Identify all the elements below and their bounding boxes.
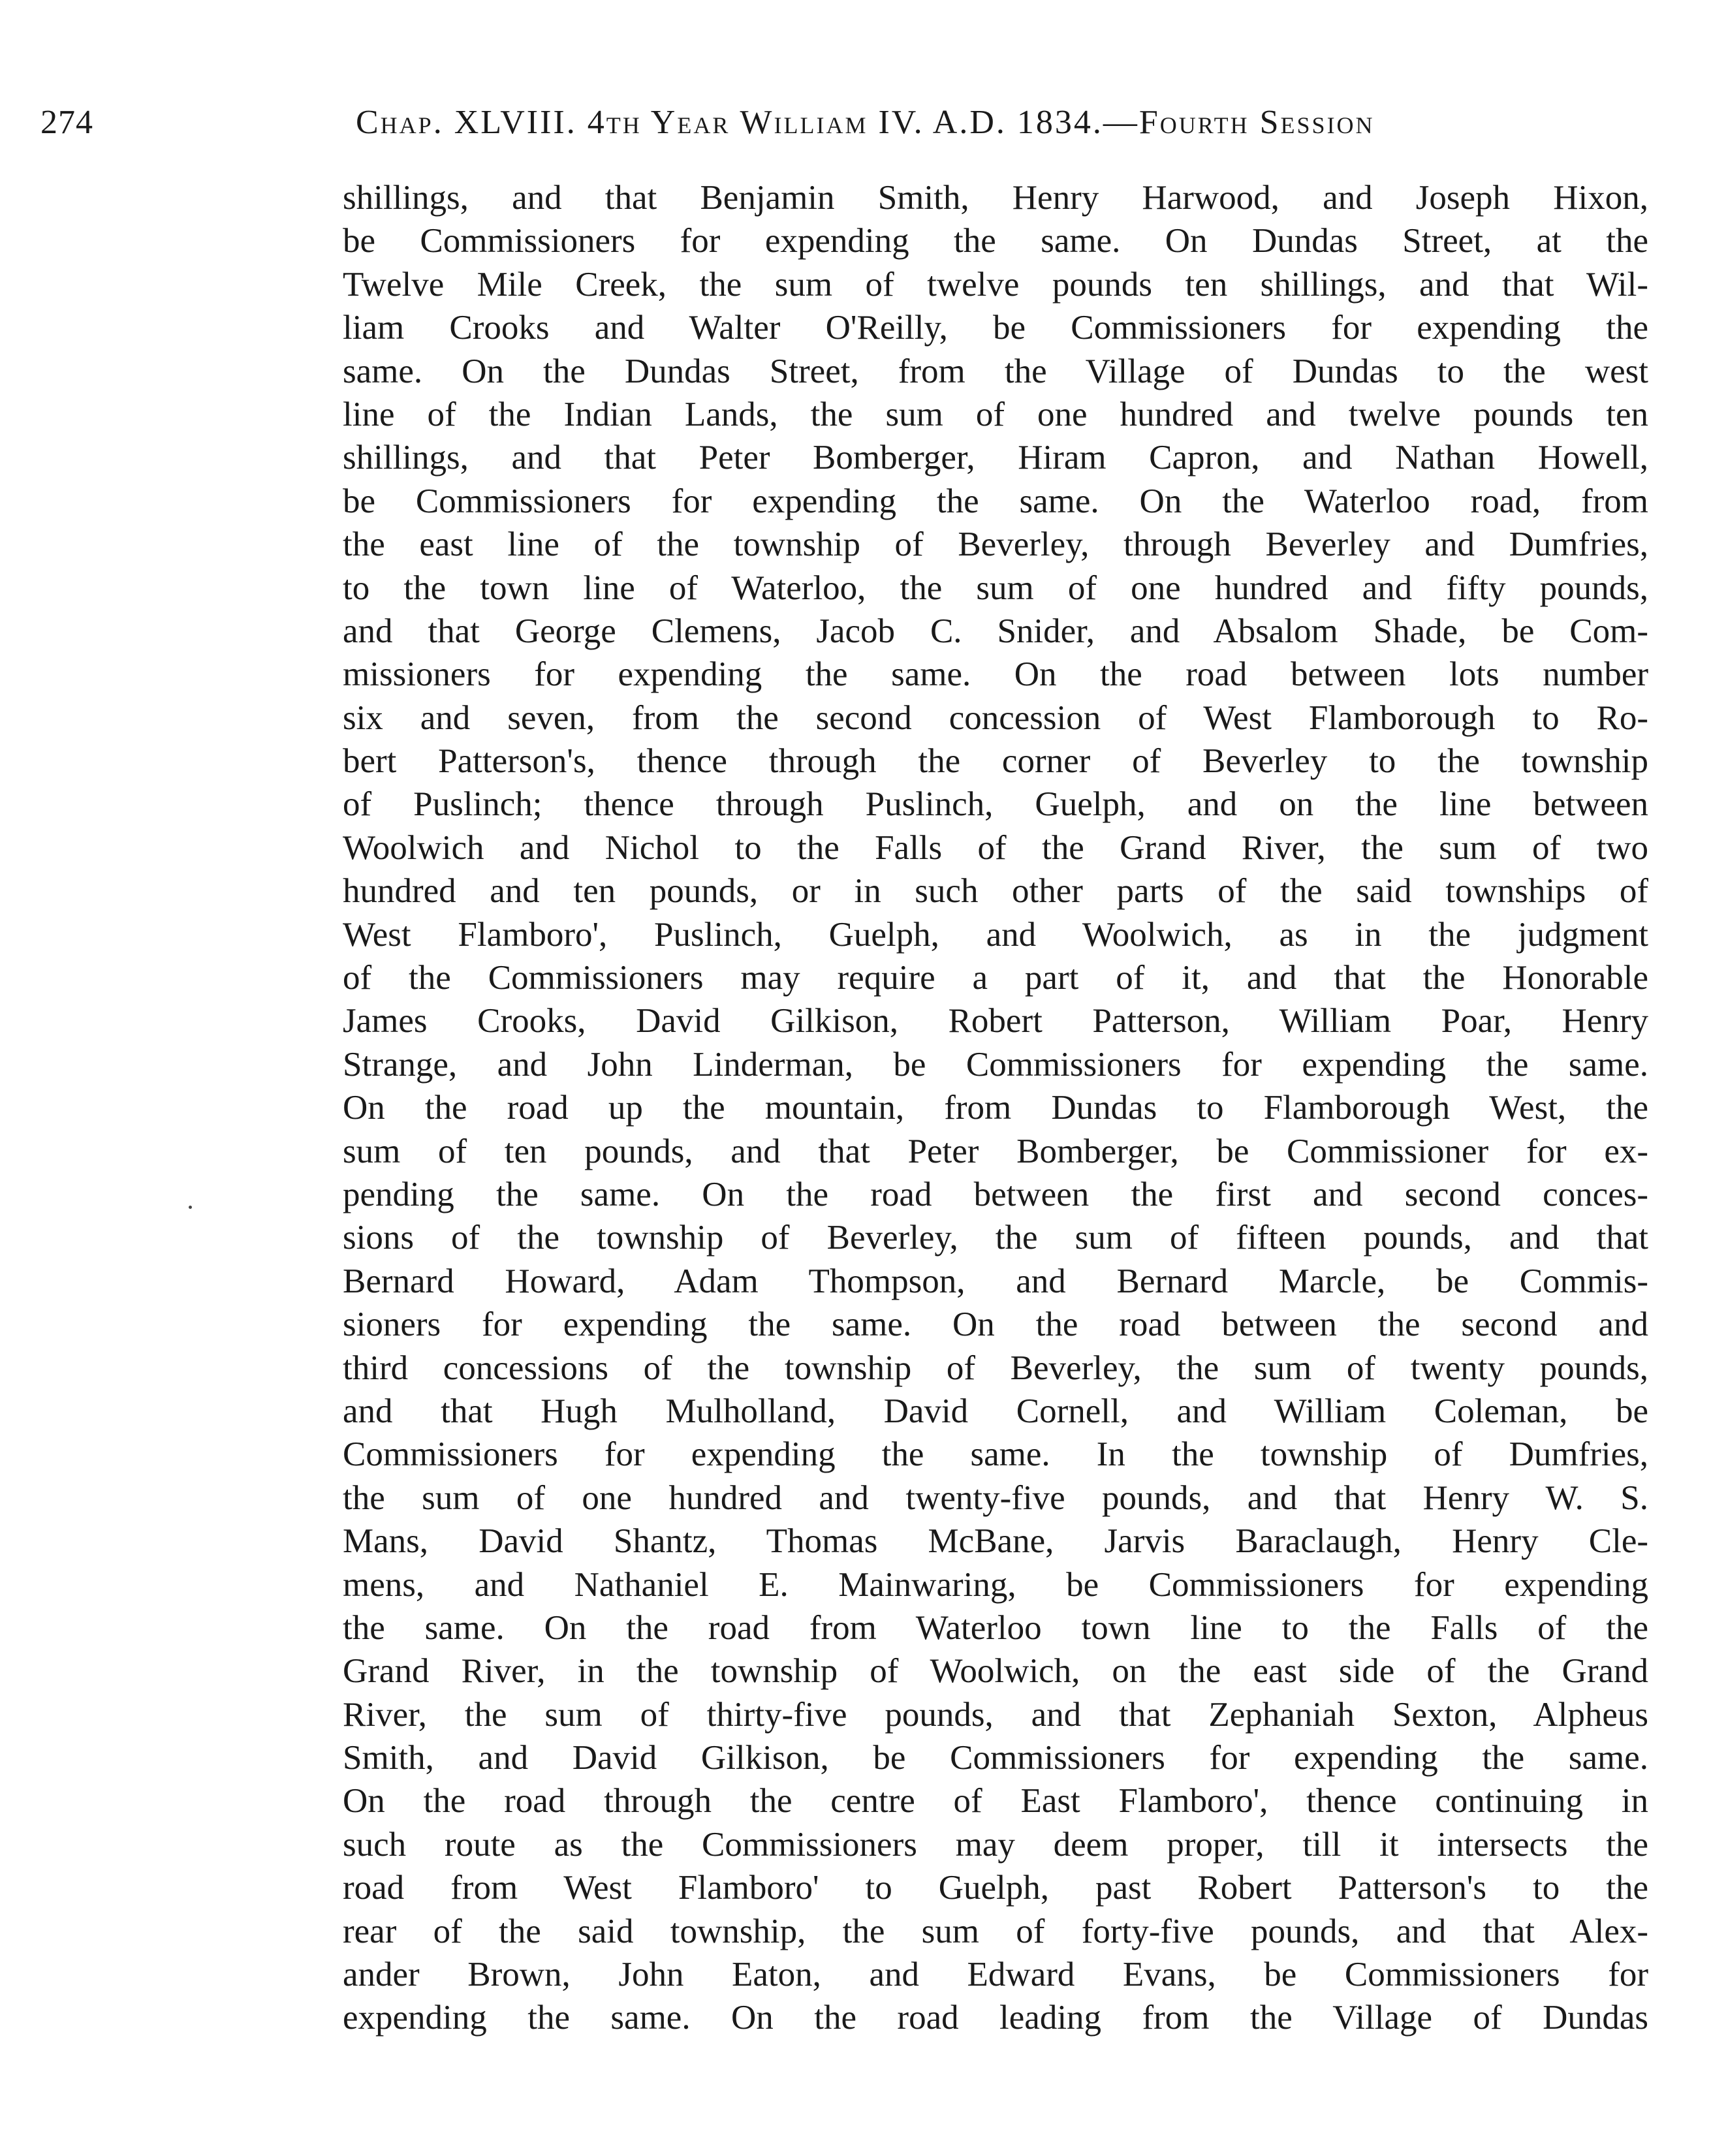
text-line: liam Crooks and Walter O'Reilly, be Commissioners for expending the [343, 309, 1648, 347]
text-line: third concessions of the township of Beverley, the sum of twenty pounds, [343, 1349, 1648, 1387]
text-line: Twelve Mile Creek, the sum of twelve pounds ten shillings, and that Wil- [343, 265, 1648, 304]
body-text [343, 176, 1648, 2040]
text-line: the sum of one hundred and twenty-five pounds, and that Henry W. S. [343, 1478, 1648, 1517]
text-line: sions of the township of Beverley, the sum of fifteen pounds, and that [343, 1219, 1648, 1257]
text-line: line of the Indian Lands, the sum of one hundred and twelve pounds ten [343, 395, 1648, 433]
text-line: River, the sum of thirty-five pounds, and that Zephaniah Sexton, Alpheus [343, 1695, 1648, 1734]
text-line: the east line of the township of Beverley, through Beverley and Dumfries, [343, 525, 1648, 564]
text-line: On the road up the mountain, from Dundas to Flamborough West, the [343, 1089, 1648, 1127]
text-line: sioners for expending the same. On the road between the second and [343, 1305, 1648, 1344]
text-line: Woolwich and Nichol to the Falls of the Grand River, the sum of two [343, 828, 1648, 867]
text-line: mens, and Nathaniel E. Mainwaring, be Commissioners for expending [343, 1565, 1648, 1604]
page-number: 274 [40, 104, 93, 141]
text-line: such route as the Commissioners may deem proper, till it intersects the [343, 1825, 1648, 1864]
margin-mark [189, 1206, 192, 1209]
text-line: sum of ten pounds, and that Peter Bomberger, be Commissioner for ex- [343, 1132, 1648, 1170]
text-line: shillings, and that Peter Bomberger, Hiram Capron, and Nathan Howell, [343, 439, 1648, 477]
text-line: the same. On the road from Waterloo town line to the Falls of the [343, 1608, 1648, 1647]
text-line: hundred and ten pounds, or in such other parts of the said townships of [343, 872, 1648, 911]
text-line: Bernard Howard, Adam Thompson, and Bernard Marcle, be Commis- [343, 1262, 1648, 1300]
running-head: Chap. XLVIII. 4th Year William IV. A.D. 1834.—Fourth Session [356, 104, 1375, 141]
text-line: same. On the Dundas Street, from the Village of Dundas to the west [343, 352, 1648, 390]
text-line: of Puslinch; thence through Puslinch, Guelph, and on the line between [343, 785, 1648, 824]
text-line: bert Patterson's, thence through the corner of Beverley to the township [343, 742, 1648, 781]
text-line: road from West Flamboro' to Guelph, past Robert Patterson's to the [343, 1869, 1648, 1907]
text-line: and that George Clemens, Jacob C. Snider, and Absalom Shade, be Com- [343, 612, 1648, 650]
text-line: ander Brown, John Eaton, and Edward Evans, be Commissioners for [343, 1956, 1648, 1994]
text-line: Smith, and David Gilkison, be Commissioners for expending the same. [343, 1739, 1648, 1777]
text-line: Mans, David Shantz, Thomas McBane, Jarvis Baraclaugh, Henry Cle- [343, 1522, 1648, 1561]
text-line: rear of the said township, the sum of forty-five pounds, and that Alex- [343, 1912, 1648, 1950]
text-line: James Crooks, David Gilkison, Robert Patterson, William Poar, Henry [343, 1002, 1648, 1040]
text-line: six and seven, from the second concession of West Flamborough to Ro- [343, 698, 1648, 737]
text-line: pending the same. On the road between the first and second conces- [343, 1175, 1648, 1213]
text-line: of the Commissioners may require a part of it, and that the Honorable [343, 959, 1648, 997]
text-line: West Flamboro', Puslinch, Guelph, and Woolwich, as in the judgment [343, 915, 1648, 954]
text-line: Grand River, in the township of Woolwich, on the east side of the Grand [343, 1652, 1648, 1691]
text-line: to the town line of Waterloo, the sum of one hundred and fifty pounds, [343, 569, 1648, 607]
text-line: be Commissioners for expending the same. On Dundas Street, at the [343, 222, 1648, 260]
text-line: be Commissioners for expending the same. On the Waterloo road, from [343, 482, 1648, 520]
text-line: missioners for expending the same. On the road between lots number [343, 655, 1648, 694]
text-line: shillings, and that Benjamin Smith, Henry Harwood, and Joseph Hixon, [343, 179, 1648, 217]
text-line: On the road through the centre of East Flamboro', thence continuing in [343, 1782, 1648, 1820]
text-line: expending the same. On the road leading from the Village of Dundas [343, 1999, 1648, 2037]
text-line: and that Hugh Mulholland, David Cornell, and William Coleman, be [343, 1392, 1648, 1430]
text-line: Strange, and John Linderman, be Commissioners for expending the same. [343, 1045, 1648, 1084]
text-line: Commissioners for expending the same. In the township of Dumfries, [343, 1435, 1648, 1474]
